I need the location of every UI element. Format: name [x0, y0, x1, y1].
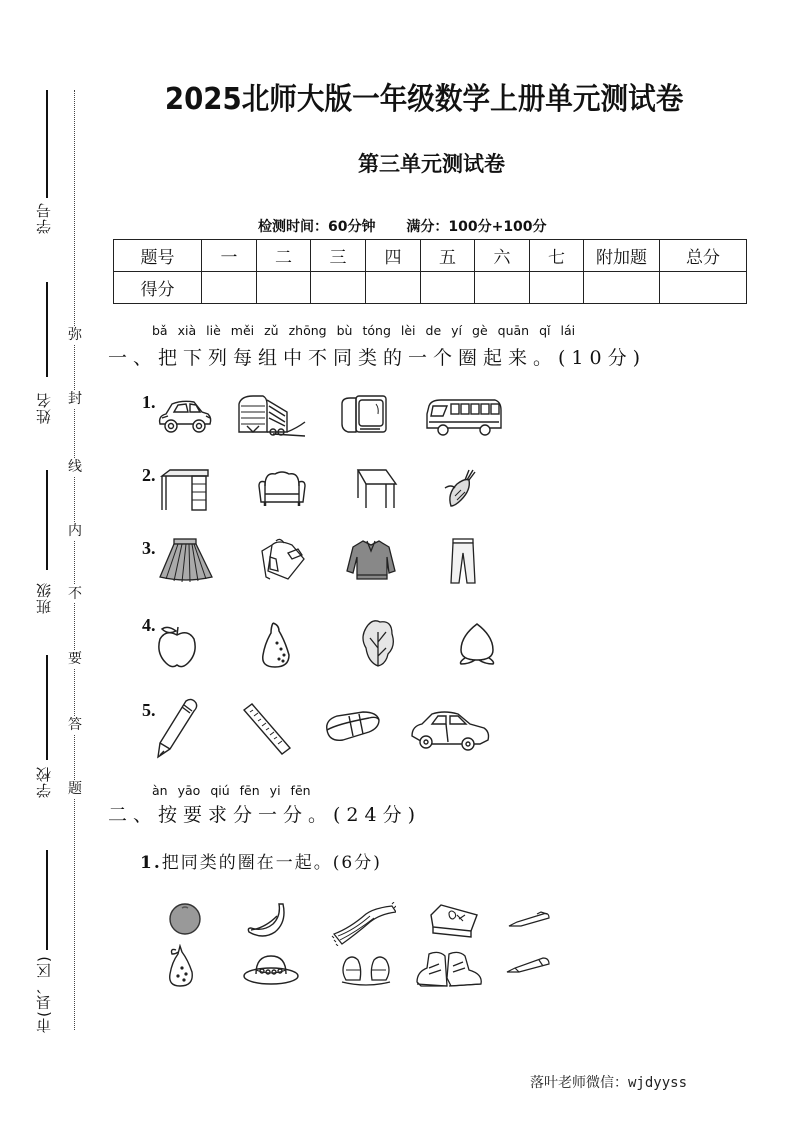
mittens-icon[interactable]: [338, 952, 394, 988]
header-cell: 一: [202, 240, 257, 272]
field-label-school: 学校: [33, 762, 61, 802]
field-line: [46, 282, 48, 377]
section2-heading: 二、按要求分一分。(24分): [108, 804, 422, 826]
seal-char: 不: [68, 586, 82, 602]
desk-icon[interactable]: [158, 468, 210, 512]
seal-char: 弥: [68, 327, 82, 343]
field-label-name: 姓名: [33, 388, 61, 428]
group-number: 1.: [142, 392, 156, 412]
eraser-icon[interactable]: [323, 710, 381, 744]
score-cell[interactable]: [530, 272, 584, 304]
score-cell[interactable]: [421, 272, 475, 304]
pants-icon[interactable]: [448, 537, 478, 585]
field-line: [46, 850, 48, 950]
header-cell: 二: [257, 240, 311, 272]
cabbage-icon[interactable]: [360, 618, 396, 668]
page-title: 2025北师大版一年级数学上册单元测试卷: [164, 82, 684, 117]
shoes-icon[interactable]: [415, 948, 485, 990]
score-cell[interactable]: [257, 272, 311, 304]
ruler-icon[interactable]: [242, 702, 292, 758]
section1-pinyin: bǎ xià liè měi zǔ zhōng bù tóng lèi de yí gè quān qǐ lái: [152, 323, 576, 338]
header-cell: 五: [421, 240, 475, 272]
score-table-score-row: [114, 272, 747, 304]
seal-char: 答: [68, 717, 82, 733]
section1-heading: 一、把下列每组中不同类的一个圈起来。(10分): [108, 347, 647, 369]
header-cell: 附加题: [584, 240, 660, 272]
score-cell[interactable]: [311, 272, 366, 304]
exam-meta: [258, 216, 547, 236]
pencil-icon[interactable]: [505, 956, 551, 976]
score-cell[interactable]: [660, 272, 747, 304]
seal-char: 要: [68, 651, 82, 667]
banana-icon[interactable]: [245, 902, 289, 940]
header-cell: 三: [311, 240, 366, 272]
field-label-city: 市(县、区): [33, 955, 61, 1033]
scarf-icon[interactable]: [330, 902, 396, 946]
pencil-box-icon[interactable]: [427, 903, 479, 939]
group-number: 5.: [142, 700, 156, 720]
seal-char: 封: [68, 391, 82, 407]
pencil-icon[interactable]: [156, 697, 200, 759]
orange-icon[interactable]: [168, 902, 202, 936]
score-table-header-row: [114, 240, 747, 272]
tv-icon[interactable]: [340, 394, 388, 436]
score-cell[interactable]: [366, 272, 421, 304]
bus-icon[interactable]: [425, 396, 503, 438]
skirt-icon[interactable]: [158, 537, 214, 583]
page-subtitle: 第三单元测试卷: [358, 152, 505, 176]
header-cell: 七: [530, 240, 584, 272]
score-cell[interactable]: [202, 272, 257, 304]
seal-char: 线: [68, 459, 82, 475]
subquestion-text: 把同类的圈在一起。(6分): [161, 853, 382, 873]
car-icon[interactable]: [156, 396, 214, 436]
full-score: 满分：100分+100分: [406, 219, 547, 235]
field-label-class: 班级: [33, 578, 61, 618]
score-table: [113, 239, 747, 304]
group-number: 3.: [142, 538, 156, 558]
train-icon[interactable]: [237, 392, 307, 438]
corn-icon[interactable]: [443, 468, 477, 510]
section2-pinyin: àn yāo qiú fēn yi fēn: [152, 783, 311, 798]
field-line: [46, 470, 48, 570]
score-cell[interactable]: [584, 272, 660, 304]
sweater-icon[interactable]: [345, 537, 397, 583]
schoolbag-icon[interactable]: [258, 537, 308, 583]
field-label-student-number: 学号: [33, 198, 61, 238]
table-icon[interactable]: [356, 468, 398, 510]
subquestion-1: [140, 848, 382, 873]
car-icon[interactable]: [410, 708, 492, 752]
footer-contact: 落叶老师微信：wjdyyss: [530, 1075, 688, 1091]
field-line: [46, 655, 48, 760]
pear-icon[interactable]: [259, 621, 293, 669]
exam-time: 检测时间：60分钟: [258, 219, 376, 235]
subquestion-number: 1.: [140, 853, 162, 873]
apple-icon[interactable]: [156, 625, 198, 669]
group-number: 4.: [142, 615, 156, 635]
hat-icon[interactable]: [242, 952, 300, 986]
header-cell: 总分: [660, 240, 747, 272]
score-row-label: 得分: [114, 272, 202, 304]
header-cell: 题号: [114, 240, 202, 272]
group-number: 2.: [142, 465, 156, 485]
seal-line: [74, 90, 75, 1030]
seal-char: 内: [68, 523, 82, 539]
seal-char: 题: [68, 781, 82, 797]
header-cell: 六: [475, 240, 530, 272]
score-cell[interactable]: [475, 272, 530, 304]
header-cell: 四: [366, 240, 421, 272]
pear-icon[interactable]: [166, 944, 198, 988]
peach-icon[interactable]: [457, 622, 497, 666]
pen-icon[interactable]: [507, 910, 551, 930]
sofa-icon[interactable]: [257, 468, 307, 510]
